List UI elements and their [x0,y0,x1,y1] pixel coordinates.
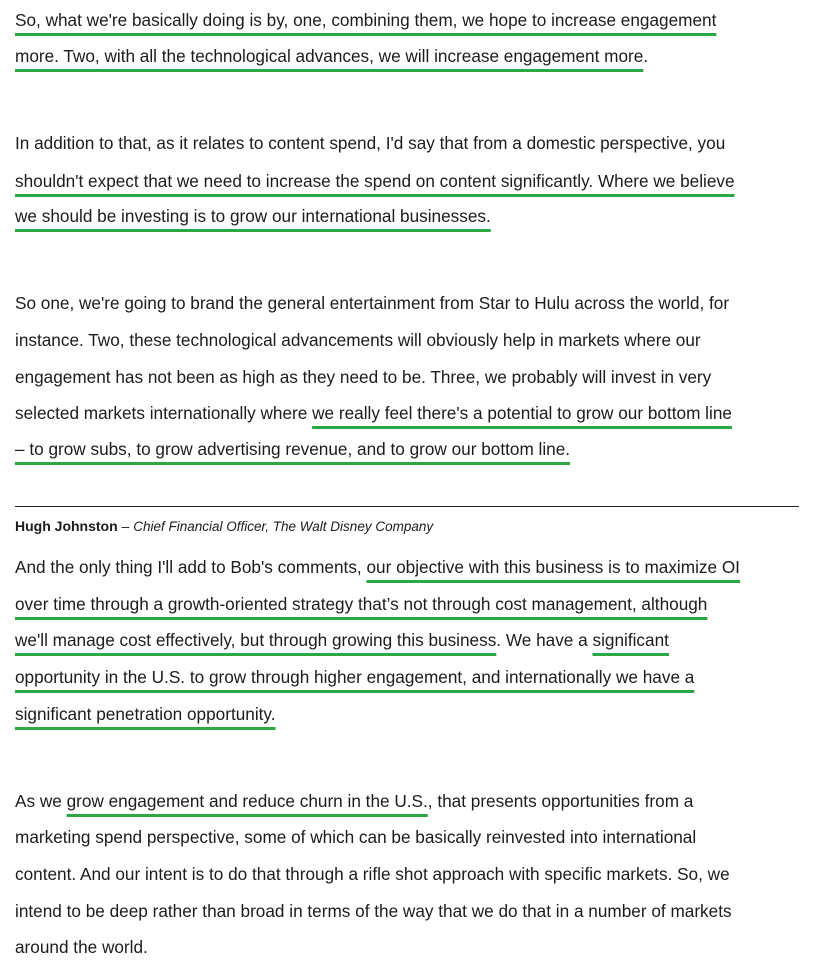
text-span: around the world. [15,937,148,957]
text-line [15,556,740,578]
text-line [15,900,732,922]
highlighted-text: significant penetration opportunity. [15,704,276,724]
text-span: In addition to that, as it relates to content spend, I'd say that from a domestic perspective, you [15,133,726,153]
section-divider [15,506,799,507]
text-span: marketing spend perspective, some of which can be basically reinvested into international [15,827,697,847]
text-line [15,593,707,615]
highlighted-text: over time through a growth-oriented strategy that’s not through cost management, although [15,594,708,614]
speaker-title: Chief Financial Officer, The Walt Disney Company [133,519,434,534]
text-line [15,826,696,848]
highlighted-text: we really feel there's a potential to grow our bottom line [312,403,732,423]
text-span: As we [15,791,67,811]
highlighted-text: our objective with this business is to maximize OI [366,557,740,577]
highlighted-text: So, what we're basically doing is by, one, combining them, we hope to increase engagement [15,10,717,30]
text-span: content. And our intent is to do that through a rifle shot approach with specific markets. So, we [15,864,730,884]
text-span: intend to be deep rather than broad in terms of the way that we do that in a number of markets [15,901,732,921]
speaker-name: Hugh Johnston [15,518,118,534]
speaker-dash: – [117,518,134,534]
text-span: . [643,46,649,66]
highlighted-text: more. Two, with all the technological advances, we will increase engagement more [15,46,644,66]
text-line [15,863,730,885]
text-line [15,132,725,154]
text-span: And the only thing I'll add to Bob's comments, [15,557,367,577]
text-line [15,936,148,958]
text-line [15,45,648,67]
speaker-header [15,517,433,536]
highlighted-text: grow engagement and reduce churn in the U.S. [66,791,428,811]
text-line [15,170,735,192]
highlighted-text: we'll manage cost effectively, but through growing this business [15,630,497,650]
highlighted-text: we should be investing is to grow our international businesses. [15,206,491,226]
text-line [15,629,669,651]
text-span: selected markets internationally where [15,403,313,423]
highlighted-text: significant [592,630,669,650]
highlighted-text: shouldn't expect that we need to increase the spend on content significantly. Where we believe [15,171,735,191]
text-line [15,366,711,388]
text-span: instance. Two, these technological advancements will obviously help in markets where our [15,330,701,350]
text-line [15,438,570,460]
text-line [15,666,694,688]
highlighted-text: opportunity in the U.S. to grow through higher engagement, and internationally we have a [15,667,695,687]
highlighted-text: – to grow subs, to grow advertising revenue, and to grow our bottom line. [15,439,571,459]
text-line [15,790,693,812]
text-line [15,292,729,314]
text-span: , that presents opportunities from a [427,791,694,811]
text-line [15,205,491,227]
text-span: engagement has not been as high as they need to be. Three, we probably will invest in very [15,367,712,387]
text-line [15,329,701,351]
text-span: . We have a [496,630,593,650]
text-line [15,703,276,725]
text-line [15,9,716,31]
text-span: So one, we're going to brand the general entertainment from Star to Hulu across the world, for [15,293,730,313]
text-line [15,402,732,424]
